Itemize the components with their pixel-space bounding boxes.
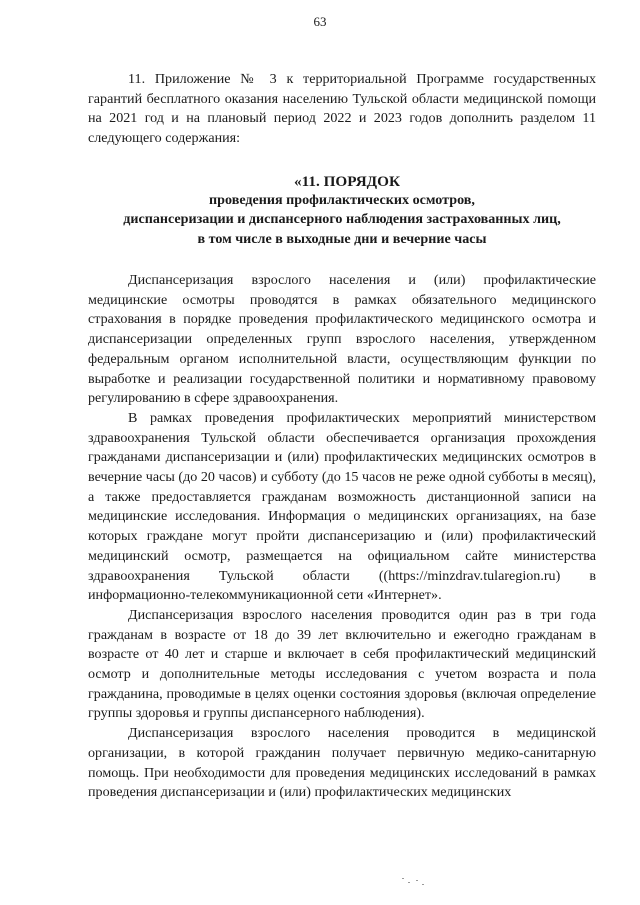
section-heading-line: проведения профилактических осмотров, xyxy=(209,192,475,209)
body-paragraph: Диспансеризация взрослого населения и (или) профилактические медицинские осмотры проводятся в рамках обязательного медицинского страхования в порядке проведения профилактического медицинского осмотра и диспансеризации определенных групп взрослого населения, утвержденном федеральным органом исполнительной власти, осуществляющим функции по выработке и реализации государственной политики и нормативному правовому регулированию в сфере здравоохранения. xyxy=(88,272,596,407)
section-heading-line: в том числе в выходные дни и вечерние часы xyxy=(197,230,487,247)
body-paragraph: В рамках проведения профилактических мероприятий министерством здравоохранения Тульской области обеспечивается организация прохождения гражданами диспансеризации и (или) профилактических медицинских осмотров в вечерние часы (до 20 часов) и субботу (до 15 часов не реже одной субботы в месяц), а также предоставляется гражданам возможность дистанционной записи на медицинские исследования. Информация о медицинских организациях, на базе которых граждане могут пройти диспансеризацию и (или) профилактический медицинский осмотр, размещается на официальном сайте министерства здравоохранения Тульской области ((https://minzdrav.tularegion.ru) в информационно-телекоммуникационной сети «Интернет». xyxy=(88,409,596,604)
document-body xyxy=(88,70,596,803)
intro-paragraph: 11. Приложение № 3 к территориальной Программе государственных гарантий бесплатного оказания населению Тульской области медицинской помощи на 2021 год и на плановый период 2022 и 2023 годов дополнить разделом 11 следующего содержания: xyxy=(88,71,596,147)
scan-artifact xyxy=(402,876,426,886)
section-heading xyxy=(88,172,596,249)
body-paragraph: Диспансеризация взрослого населения проводится в медицинской организации, в которой гражданин получает первичную медико-санитарную помощь. При необходимости для проведения медицинских исследований в рамках проведения диспансеризации и (или) профилактических медицинских xyxy=(88,725,596,801)
body-paragraph: Диспансеризация взрослого населения проводится один раз в три года гражданам в возрасте от 18 до 39 лет включительно и ежегодно гражданам в возрасте от 40 лет и старше и включает в себя профилактический медицинский осмотр и дополнительные методы исследования с учетом возраста и пола гражданина, проводимые в целях оценки состояния здоровья (включая определение группы здоровья и группы диспансерного наблюдения). xyxy=(88,606,596,722)
section-heading-line: диспансеризации и диспансерного наблюдения застрахованных лиц, xyxy=(123,211,561,228)
page-number: 63 xyxy=(313,14,327,29)
section-heading-title: «11. ПОРЯДОК xyxy=(294,172,400,190)
